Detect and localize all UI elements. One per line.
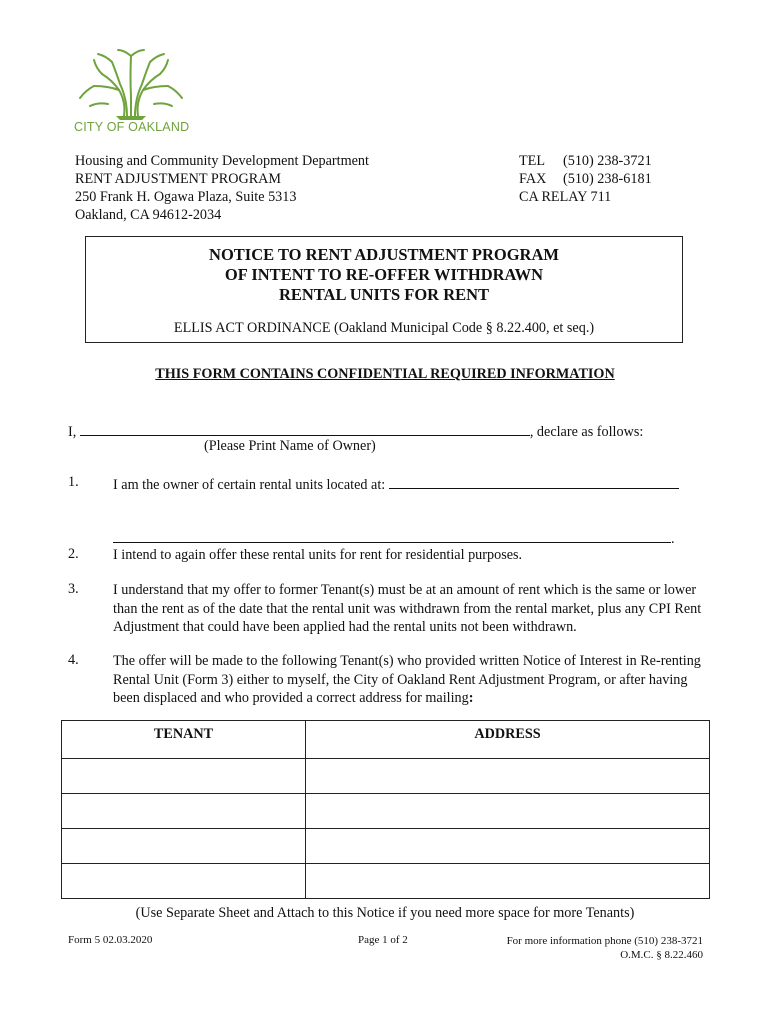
item-4-colon: : [468, 690, 474, 706]
unit-location-field-2[interactable] [113, 528, 671, 543]
address-cell[interactable] [306, 829, 710, 864]
tenant-cell[interactable] [62, 759, 306, 794]
table-header-row [62, 721, 710, 759]
declaration-suffix: , declare as follows: [529, 424, 644, 440]
item-4-text [113, 652, 703, 708]
fax-line [519, 170, 652, 188]
tel-line [519, 152, 652, 170]
separate-sheet-note: (Use Separate Sheet and Attach to this Notice if you need more space for more Tenants) [135, 905, 635, 921]
info-line: For more information phone (510) 238-3721 [506, 935, 703, 947]
form-id: Form 5 02.03.2020 [68, 934, 153, 946]
declaration-prefix: I, [68, 424, 77, 440]
item-1-period: . [671, 531, 675, 547]
address-line: RENT ADJUSTMENT PROGRAM [75, 171, 282, 187]
info-line: O.M.C. § 8.22.460 [620, 949, 703, 961]
relay-label: CA RELAY 711 [519, 189, 612, 205]
form-title [86, 245, 682, 305]
page-number: Page 1 of 2 [358, 934, 408, 946]
owner-name-field[interactable] [80, 421, 530, 436]
fax-label: FAX [519, 171, 547, 187]
tenants-table [61, 720, 710, 899]
title-line: OF INTENT TO RE-OFFER WITHDRAWN [224, 265, 544, 284]
contact-info [519, 152, 652, 206]
item-text: I intend to again offer these rental units for rent for residential purposes. [113, 547, 523, 563]
fax-value: (510) 238-6181 [563, 171, 652, 187]
item-number: 1. [68, 474, 79, 490]
logo-text: CITY OF OAKLAND [74, 120, 190, 134]
tenant-cell[interactable] [62, 829, 306, 864]
table-row [62, 759, 710, 794]
item-number: 4. [68, 652, 79, 668]
unit-location-field[interactable] [389, 474, 679, 489]
column-header-address: ADDRESS [306, 721, 710, 759]
address-cell[interactable] [306, 864, 710, 899]
title-line: NOTICE TO RENT ADJUSTMENT PROGRAM [209, 245, 559, 264]
title-box [85, 236, 683, 343]
ordinance-subtitle: ELLIS ACT ORDINANCE (Oakland Municipal Code § 8.22.400, et seq.) [173, 320, 595, 336]
item-text: The offer will be made to the following Tenant(s) who provided written Notice of Interest in Re-renting Rental Unit (Form 3) either to myself, the City of Oakland Rent Adjustment Program, or after having been displaced and who provided a correct address for mailing [113, 653, 701, 706]
item-1-text [113, 474, 703, 495]
address-line: 250 Frank H. Ogawa Plaza, Suite 5313 [75, 189, 297, 205]
column-header-tenant: TENANT [62, 721, 306, 759]
info-footer [470, 934, 703, 962]
table-row [62, 829, 710, 864]
item-text: I am the owner of certain rental units located at: [113, 477, 386, 493]
table-row [62, 864, 710, 899]
tel-value: (510) 238-3721 [563, 153, 652, 169]
owner-name-caption: (Please Print Name of Owner) [204, 438, 376, 454]
relay-line [519, 188, 652, 206]
table-row [62, 794, 710, 829]
tenant-cell[interactable] [62, 864, 306, 899]
address-cell[interactable] [306, 759, 710, 794]
item-number: 2. [68, 546, 79, 562]
address-line: Oakland, CA 94612-2034 [75, 207, 222, 223]
item-text: I understand that my offer to former Tenant(s) must be at an amount of rent which is the same or lower than the rent as of the date that the rental unit was withdrawn from the rental market, plus any CPI Rent Adjustment that could have been applied had the rental units not been withdrawn. [113, 582, 702, 635]
confidential-notice: THIS FORM CONTAINS CONFIDENTIAL REQUIRED INFORMATION [155, 366, 615, 382]
address-cell[interactable] [306, 794, 710, 829]
address-line: Housing and Community Development Department [75, 153, 369, 169]
tel-label: TEL [519, 153, 545, 169]
title-line: RENTAL UNITS FOR RENT [278, 285, 490, 304]
tenant-cell[interactable] [62, 794, 306, 829]
item-number: 3. [68, 581, 79, 597]
department-address [75, 152, 369, 224]
